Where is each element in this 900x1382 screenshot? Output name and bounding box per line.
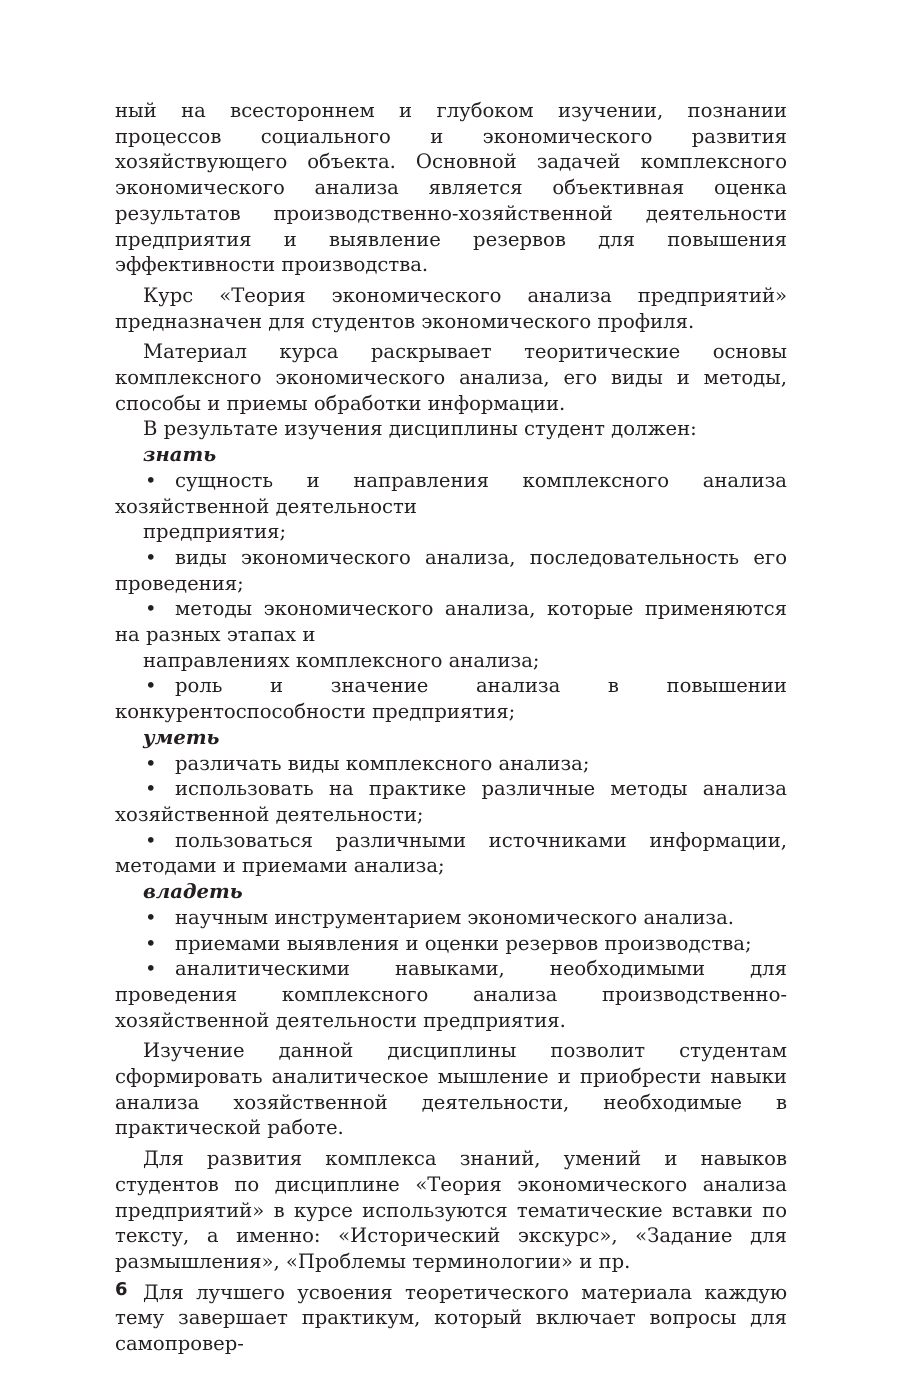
list-item-text: различать виды комплексного анализа; (175, 751, 590, 775)
paragraph: Материал курса раскрывает теоритические основы комплексного экономического анализа, его виды и методы, способы и приемы обработки информации. (115, 340, 787, 415)
list-item-text: роль и значение анализа в повышении конкурентоспособности предприятия; (115, 674, 787, 724)
section-heading-know: знать (143, 443, 217, 467)
paragraph: Курс «Теория экономического анализа предприятий» предназначен для студентов экономического профиля. (115, 283, 787, 333)
paragraph: Для лучшего усвоения теоретического материала каждую тему завершает практикум, который включает вопросы для самопровер- (115, 1280, 787, 1356)
list-item-text: научным инструментарием экономического анализа. (175, 905, 734, 929)
list-item-text: приемами выявления и оценки резервов производства; (175, 931, 752, 955)
bullet-icon: • (145, 931, 157, 955)
paragraph: Изучение данной дисциплины позволит студентам сформировать аналитическое мышление и приобрести навыки анализа хозяйственной деятельности, необходимые в практической работе. (115, 1039, 787, 1140)
list-item (115, 905, 787, 931)
bullet-icon: • (145, 957, 157, 981)
list-item-text: методы экономического анализа, которые применяются на разных этапах и (115, 597, 787, 647)
page-number: 6 (115, 1279, 128, 1300)
bullet-icon: • (145, 828, 157, 852)
paragraph: Для развития комплекса знаний, умений и навыков студентов по дисциплине «Теория экономического анализа предприятий» в курсе используются тематические вставки по тексту, а именно: «Исторический экскурс», «Задание для размышления», «Проблемы терминологии» и пр. (115, 1147, 787, 1273)
list-item-continuation: предприятия; (143, 520, 287, 544)
paragraph: В результате изучения дисциплины студент должен: (143, 417, 697, 441)
page-body (115, 98, 787, 1357)
bullet-icon: • (145, 905, 157, 929)
list-item (115, 931, 787, 957)
list-item (115, 596, 787, 647)
bullet-icon: • (145, 751, 157, 775)
list-item-text: использовать на практике различные методы анализа хозяйственной деятельности; (115, 777, 787, 826)
bullet-icon: • (145, 777, 157, 801)
list-item (115, 956, 787, 1033)
bullet-icon: • (145, 468, 157, 492)
bullet-icon: • (145, 545, 157, 569)
list-item-continuation: направлениях комплексного анализа; (143, 648, 540, 672)
list-item-text: виды экономического анализа, последовательность его проведения; (115, 545, 787, 595)
bullet-icon: • (145, 674, 157, 698)
list-item (115, 776, 787, 827)
list-item-text: сущность и направления комплексного анализа хозяйственной деятельности (115, 468, 787, 518)
section-heading-own: владеть (143, 880, 243, 904)
section-heading-can: уметь (143, 725, 220, 749)
paragraph: ный на всестороннем и глубоком изучении, познании процессов социального и экономического развития хозяйствующего объекта. Основной задачей комплексного экономического анализа является объективная оценка результатов производственно-хозяйственной деятельности предприятия и выявление резервов для повышения эффективности производства. (115, 99, 787, 277)
list-item-text: аналитическими навыками, необходимыми для проведения комплексного анализа производственно-хозяйственной деятельности предприятия. (115, 957, 787, 1032)
list-item (115, 751, 787, 777)
list-item (115, 828, 787, 879)
list-item (115, 468, 787, 519)
list-item (115, 673, 787, 724)
list-item-text: пользоваться различными источниками информации, методами и приемами анализа; (115, 828, 787, 878)
bullet-icon: • (145, 597, 157, 621)
list-item (115, 545, 787, 596)
